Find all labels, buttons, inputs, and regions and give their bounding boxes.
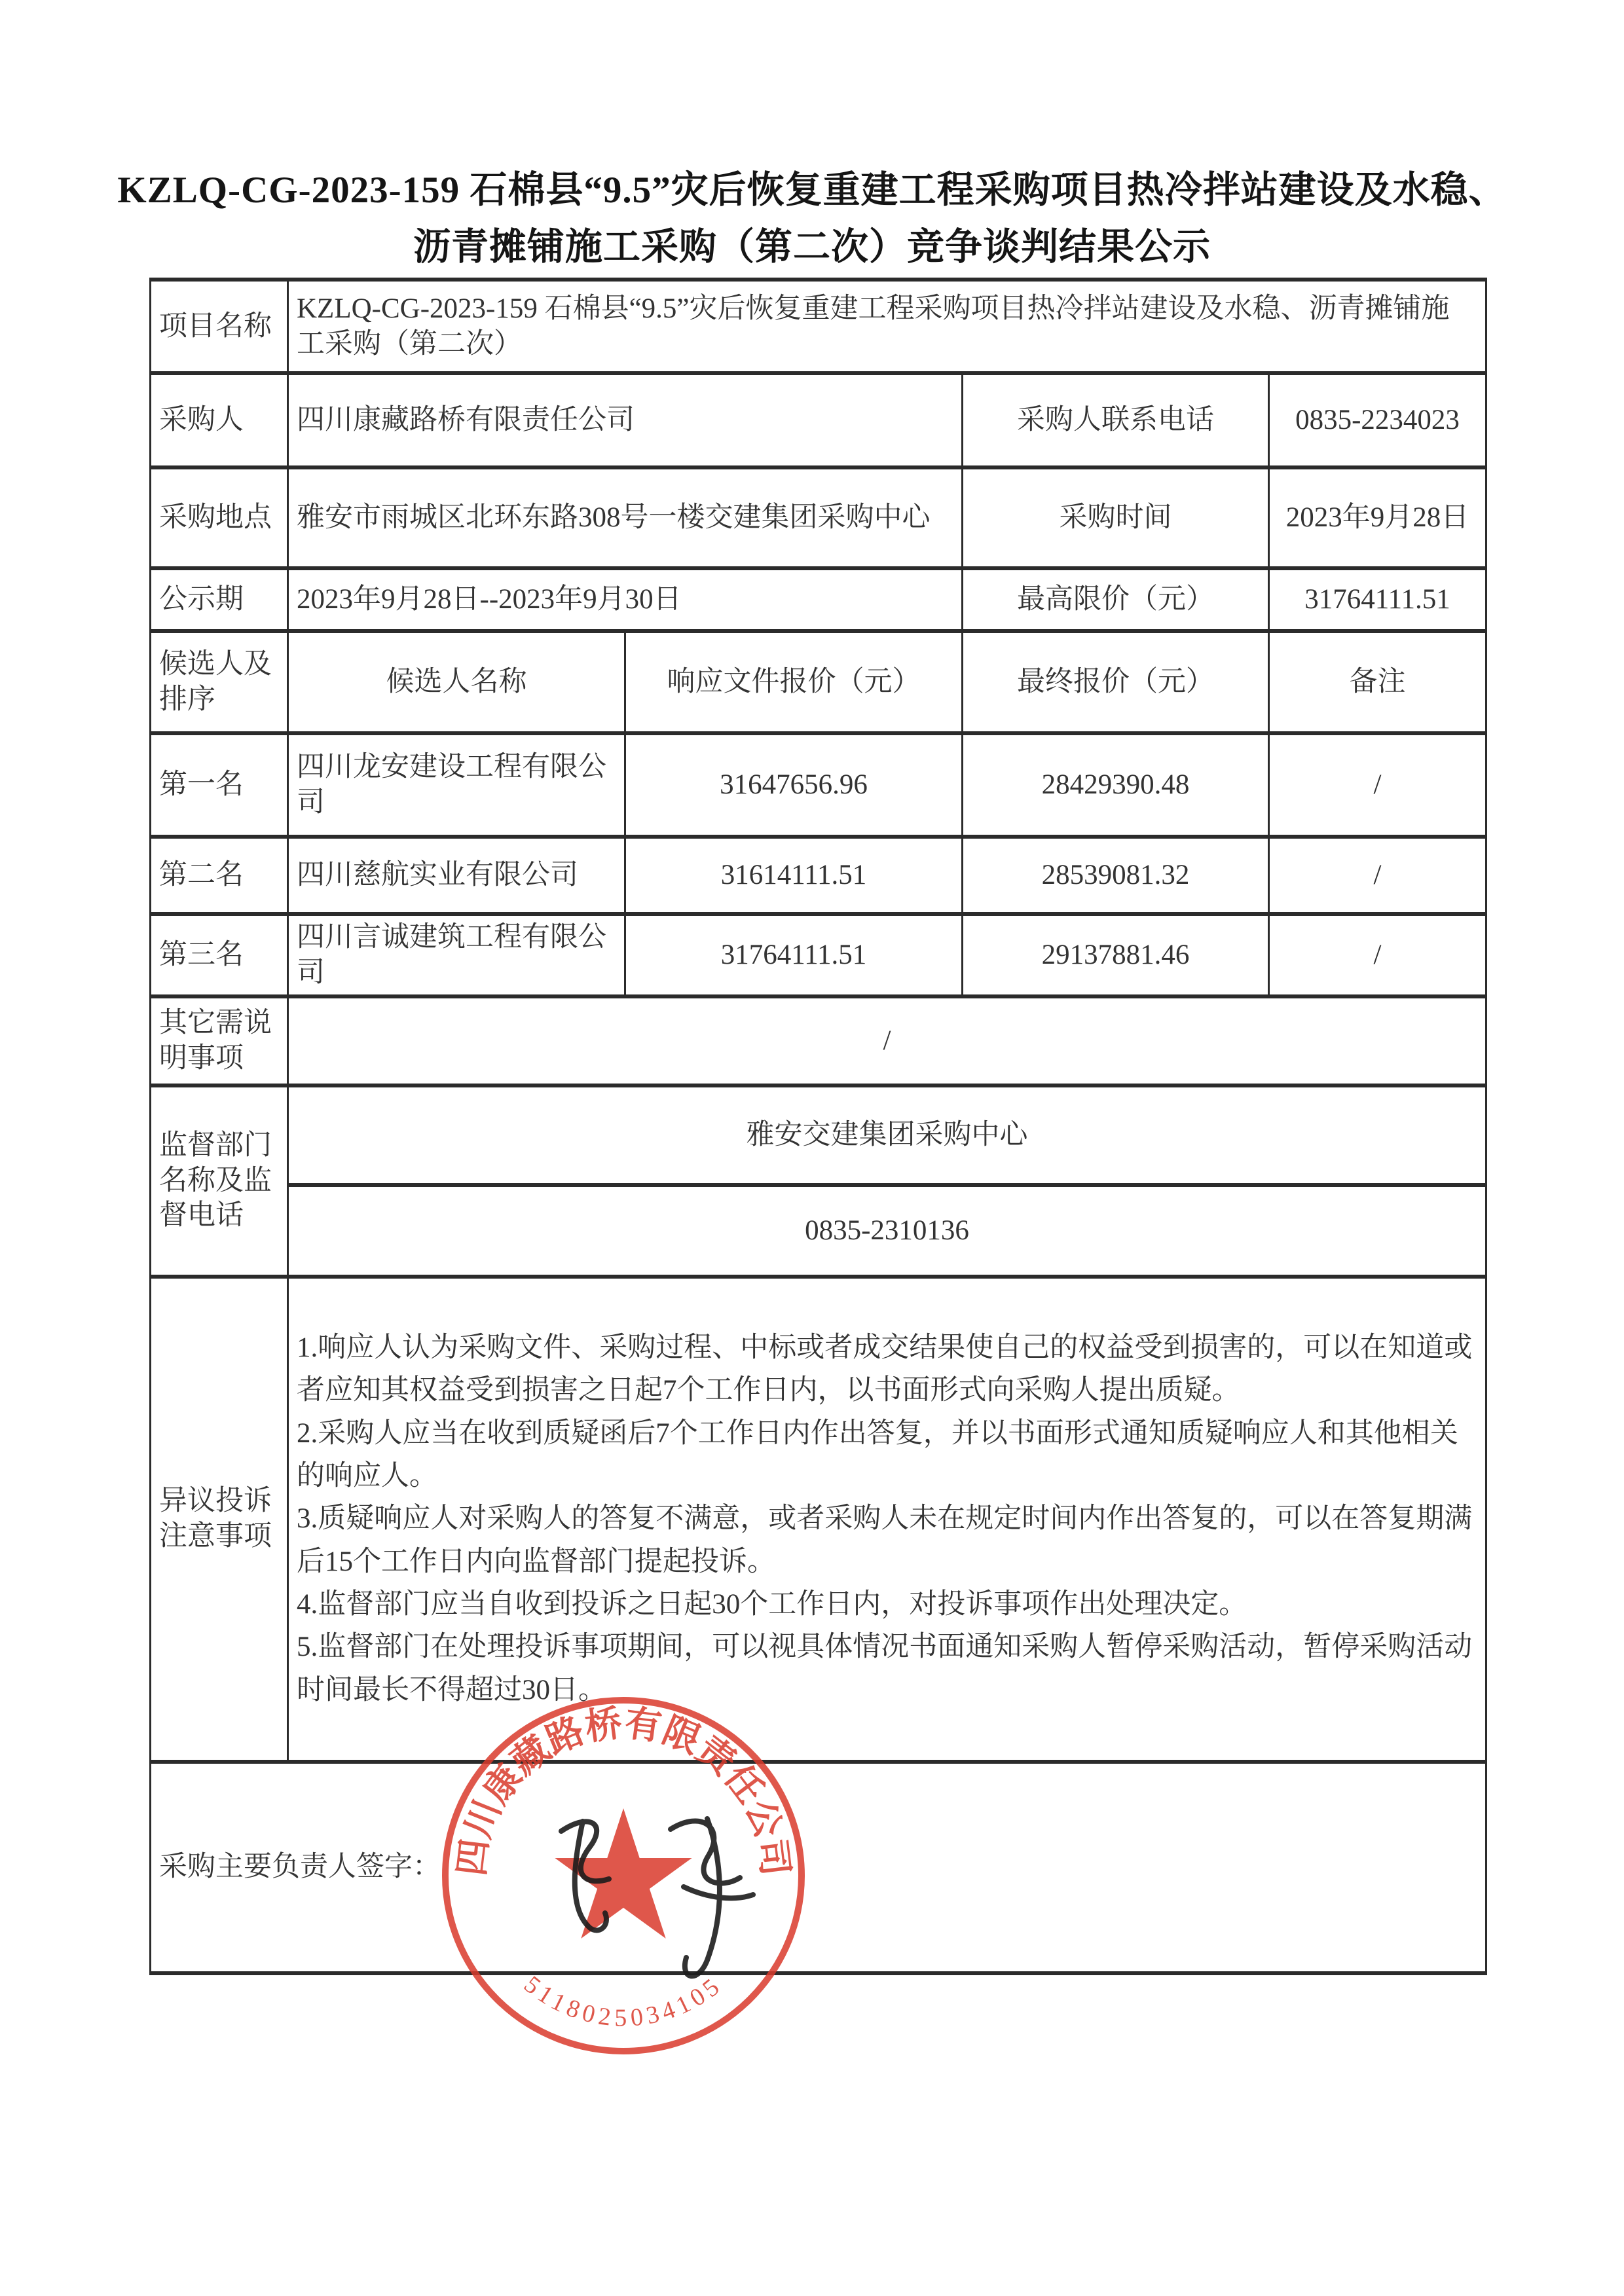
complaint-item-2: 2.采购人应当在收到质疑函后7个工作日内作出答复，并以书面形式通知质疑响应人和其他相关的响应人。 [297, 1417, 1458, 1491]
supervision-name: 雅安交建集团采购中心 [288, 1085, 1486, 1185]
row-other-notes [151, 996, 1486, 1085]
max-price-value: 31764111.51 [1269, 568, 1486, 631]
candidate-row-2 [151, 837, 1486, 914]
complaint-item-3: 3.质疑响应人对采购人的答复不满意，或者采购人未在规定时间内作出答复的，可以在答复期满后15个工作日内向监督部门提起投诉。 [297, 1503, 1473, 1577]
other-notes-value: / [288, 996, 1486, 1085]
candidate-2-rank: 第二名 [151, 837, 288, 914]
candidates-header-remark: 备注 [1269, 631, 1486, 733]
candidate-row-1 [151, 733, 1486, 837]
complaint-label: 异议投诉注意事项 [151, 1277, 288, 1762]
other-notes-label: 其它需说明事项 [151, 996, 288, 1085]
publicity-label: 公示期 [151, 568, 288, 631]
row-supervision-phone [151, 1185, 1486, 1277]
candidate-2-name: 四川慈航实业有限公司 [288, 837, 625, 914]
purchase-time-value: 2023年9月28日 [1269, 467, 1486, 568]
seal-company-name: 四川康藏路桥有限责任公司 [451, 1703, 796, 1878]
complaint-item-5: 5.监督部门在处理投诉事项期间，可以视具体情况书面通知采购人暂停采购活动，暂停采购活动时间最长不得超过30日。 [297, 1631, 1473, 1705]
candidate-1-final-price: 28429390.48 [963, 733, 1269, 837]
candidates-header-doc-price: 响应文件报价（元） [625, 631, 963, 733]
supervision-phone: 0835-2310136 [288, 1185, 1486, 1277]
project-name-label: 项目名称 [151, 280, 288, 373]
row-publicity [151, 568, 1486, 631]
candidate-3-doc-price: 31764111.51 [625, 914, 963, 996]
candidates-header-label: 候选人及排序 [151, 631, 288, 733]
page-title: KZLQ-CG-2023-159 石棉县“9.5”灾后恢复重建工程采购项目热冷拌站建设及水稳、沥青摊铺施工采购（第二次）竞争谈判结果公示 [117, 170, 1507, 268]
candidate-3-remark: / [1269, 914, 1486, 996]
max-price-label: 最高限价（元） [963, 568, 1269, 631]
candidate-3-rank: 第三名 [151, 914, 288, 996]
candidate-1-doc-price: 31647656.96 [625, 733, 963, 837]
purchase-time-label: 采购时间 [963, 467, 1269, 568]
location-label: 采购地点 [151, 467, 288, 568]
signature-label: 采购主要负责人签字： [151, 1762, 1486, 1973]
result-table [149, 278, 1487, 1975]
publicity-value: 2023年9月28日--2023年9月30日 [288, 568, 963, 631]
candidate-row-3 [151, 914, 1486, 996]
row-supervision-name [151, 1085, 1486, 1185]
row-signature [151, 1762, 1486, 1973]
location-value: 雅安市雨城区北环东路308号一楼交建集团采购中心 [288, 467, 963, 568]
candidate-3-final-price: 29137881.46 [963, 914, 1269, 996]
seal-number: 5118025034105 [519, 1971, 728, 2032]
complaint-text [288, 1277, 1486, 1762]
row-complaint [151, 1277, 1486, 1762]
row-candidates-header [151, 631, 1486, 733]
supervision-label: 监督部门名称及监督电话 [151, 1085, 288, 1277]
purchaser-value: 四川康藏路桥有限责任公司 [288, 373, 963, 467]
candidate-3-name: 四川言诚建筑工程有限公司 [288, 914, 625, 996]
candidates-header-name: 候选人名称 [288, 631, 625, 733]
purchaser-phone-label: 采购人联系电话 [963, 373, 1269, 467]
purchaser-label: 采购人 [151, 373, 288, 467]
candidates-header-final-price: 最终报价（元） [963, 631, 1269, 733]
row-purchaser [151, 373, 1486, 467]
complaint-item-1: 1.响应人认为采购文件、采购过程、中标或者成交结果使自己的权益受到损害的，可以在知道或者应知其权益受到损害之日起7个工作日内，以书面形式向采购人提出质疑。 [297, 1332, 1473, 1406]
row-project-name [151, 280, 1486, 373]
purchaser-phone-value: 0835-2234023 [1269, 373, 1486, 467]
row-location [151, 467, 1486, 568]
candidate-1-name: 四川龙安建设工程有限公司 [288, 733, 625, 837]
complaint-item-4: 4.监督部门应当自收到投诉之日起30个工作日内，对投诉事项作出处理决定。 [297, 1589, 1247, 1620]
candidate-1-remark: / [1269, 733, 1486, 837]
candidate-2-doc-price: 31614111.51 [625, 837, 963, 914]
candidate-2-final-price: 28539081.32 [963, 837, 1269, 914]
project-name-value: KZLQ-CG-2023-159 石棉县“9.5”灾后恢复重建工程采购项目热冷拌站建设及水稳、沥青摊铺施工采购（第二次） [288, 280, 1486, 373]
candidate-2-remark: / [1269, 837, 1486, 914]
candidate-1-rank: 第一名 [151, 733, 288, 837]
